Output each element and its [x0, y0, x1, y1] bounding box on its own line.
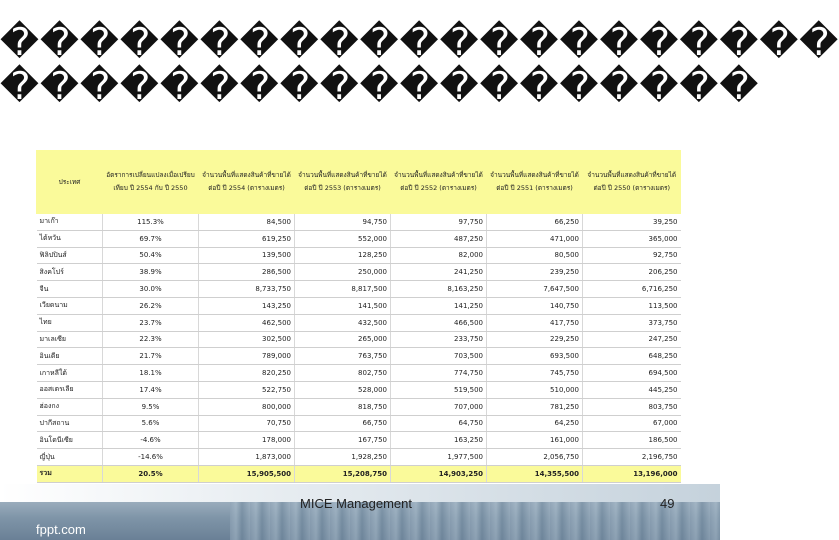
value-cell: 818,750	[295, 398, 391, 415]
country-cell: ฮ่องกง	[37, 398, 103, 415]
total-value-cell: 14,903,250	[391, 465, 487, 482]
table-row	[37, 449, 681, 466]
value-cell: 161,000	[487, 432, 583, 449]
header-country: ประเทศ	[37, 150, 103, 214]
value-cell: 703,500	[391, 348, 487, 365]
value-cell: 519,500	[391, 381, 487, 398]
value-cell: 69.7%	[103, 230, 199, 247]
total-value-cell: 14,355,500	[487, 465, 583, 482]
value-cell: -4.6%	[103, 432, 199, 449]
value-cell: 5.6%	[103, 415, 199, 432]
value-cell: 229,250	[487, 331, 583, 348]
value-cell: 619,250	[199, 230, 295, 247]
value-cell: 84,500	[199, 214, 295, 230]
value-cell: 803,750	[583, 398, 681, 415]
table-row	[37, 314, 681, 331]
value-cell: 6,716,250	[583, 281, 681, 298]
value-cell: 82,000	[391, 247, 487, 264]
table-row	[37, 281, 681, 298]
table-row	[37, 365, 681, 382]
value-cell: 80,500	[487, 247, 583, 264]
value-cell: 8,817,500	[295, 281, 391, 298]
country-cell: อินเดีย	[37, 348, 103, 365]
value-cell: 113,500	[583, 297, 681, 314]
value-cell: 26.2%	[103, 297, 199, 314]
country-cell: ฟิลิปปินส์	[37, 247, 103, 264]
value-cell: 18.1%	[103, 365, 199, 382]
exhibition-space-table	[36, 150, 681, 483]
table-row	[37, 381, 681, 398]
value-cell: 23.7%	[103, 314, 199, 331]
slide-title: ��������������������� �������������������	[0, 20, 839, 108]
value-cell: 66,750	[295, 415, 391, 432]
header-2554: จำนวนพื้นที่แสดงสินค้าที่ขายได้ต่อปี ปี 2554 (ตารางเมตร)	[199, 150, 295, 214]
value-cell: 167,750	[295, 432, 391, 449]
total-value-cell: 15,905,500	[199, 465, 295, 482]
value-cell: 94,750	[295, 214, 391, 230]
total-value-cell: 20.5%	[103, 465, 199, 482]
table-row	[37, 331, 681, 348]
table-row	[37, 297, 681, 314]
value-cell: 763,750	[295, 348, 391, 365]
header-2553: จำนวนพื้นที่แสดงสินค้าที่ขายได้ต่อปี ปี 2553 (ตารางเมตร)	[295, 150, 391, 214]
total-label-cell: รวม	[37, 465, 103, 482]
value-cell: 163,250	[391, 432, 487, 449]
value-cell: 800,000	[199, 398, 295, 415]
value-cell: 66,250	[487, 214, 583, 230]
data-table-container	[36, 150, 680, 478]
table-header-row	[37, 150, 681, 214]
value-cell: 38.9%	[103, 264, 199, 281]
total-value-cell: 13,196,000	[583, 465, 681, 482]
value-cell: 694,500	[583, 365, 681, 382]
table-row	[37, 264, 681, 281]
value-cell: 30.0%	[103, 281, 199, 298]
value-cell: 373,750	[583, 314, 681, 331]
table-row	[37, 230, 681, 247]
value-cell: 178,000	[199, 432, 295, 449]
header-change-rate: อัตราการเปลี่ยนแปลงเมื่อเปรียบเทียบ ปี 2554 กับ ปี 2550	[103, 150, 199, 214]
table-row	[37, 398, 681, 415]
table-total-row	[37, 465, 681, 482]
value-cell: 67,000	[583, 415, 681, 432]
value-cell: 2,196,750	[583, 449, 681, 466]
value-cell: 286,500	[199, 264, 295, 281]
value-cell: 128,250	[295, 247, 391, 264]
value-cell: -14.6%	[103, 449, 199, 466]
table-body	[37, 214, 681, 482]
value-cell: 774,750	[391, 365, 487, 382]
header-2550: จำนวนพื้นที่แสดงสินค้าที่ขายได้ต่อปี ปี 2550 (ตารางเมตร)	[583, 150, 681, 214]
country-cell: เกาหลีใต้	[37, 365, 103, 382]
table-row	[37, 415, 681, 432]
table-row	[37, 432, 681, 449]
value-cell: 140,750	[487, 297, 583, 314]
value-cell: 1,928,250	[295, 449, 391, 466]
table-row	[37, 348, 681, 365]
header-2552: จำนวนพื้นที่แสดงสินค้าที่ขายได้ต่อปี ปี 2552 (ตารางเมตร)	[391, 150, 487, 214]
value-cell: 781,250	[487, 398, 583, 415]
value-cell: 8,733,750	[199, 281, 295, 298]
value-cell: 487,250	[391, 230, 487, 247]
country-cell: ญี่ปุ่น	[37, 449, 103, 466]
value-cell: 247,250	[583, 331, 681, 348]
country-cell: มาเลเซีย	[37, 331, 103, 348]
value-cell: 707,000	[391, 398, 487, 415]
table-row	[37, 247, 681, 264]
country-cell: ปากีสถาน	[37, 415, 103, 432]
value-cell: 64,250	[487, 415, 583, 432]
value-cell: 7,647,500	[487, 281, 583, 298]
value-cell: 802,750	[295, 365, 391, 382]
country-cell: อินโดนีเซีย	[37, 432, 103, 449]
value-cell: 745,750	[487, 365, 583, 382]
value-cell: 141,500	[295, 297, 391, 314]
value-cell: 39,250	[583, 214, 681, 230]
value-cell: 143,250	[199, 297, 295, 314]
value-cell: 22.3%	[103, 331, 199, 348]
value-cell: 552,000	[295, 230, 391, 247]
total-value-cell: 15,208,750	[295, 465, 391, 482]
header-2551: จำนวนพื้นที่แสดงสินค้าที่ขายได้ต่อปี ปี 2551 (ตารางเมตร)	[487, 150, 583, 214]
table-row	[37, 214, 681, 230]
value-cell: 8,163,250	[391, 281, 487, 298]
value-cell: 417,750	[487, 314, 583, 331]
value-cell: 445,250	[583, 381, 681, 398]
value-cell: 250,000	[295, 264, 391, 281]
value-cell: 471,000	[487, 230, 583, 247]
country-cell: มาเก๊า	[37, 214, 103, 230]
value-cell: 21.7%	[103, 348, 199, 365]
country-cell: จีน	[37, 281, 103, 298]
value-cell: 241,250	[391, 264, 487, 281]
value-cell: 462,500	[199, 314, 295, 331]
country-cell: ไทย	[37, 314, 103, 331]
value-cell: 1,977,500	[391, 449, 487, 466]
value-cell: 789,000	[199, 348, 295, 365]
value-cell: 466,500	[391, 314, 487, 331]
value-cell: 139,500	[199, 247, 295, 264]
country-cell: เวียดนาม	[37, 297, 103, 314]
value-cell: 265,000	[295, 331, 391, 348]
value-cell: 50.4%	[103, 247, 199, 264]
value-cell: 2,056,750	[487, 449, 583, 466]
page-number: 49	[660, 496, 675, 511]
country-cell: ไต้หวัน	[37, 230, 103, 247]
value-cell: 528,000	[295, 381, 391, 398]
value-cell: 97,750	[391, 214, 487, 230]
country-cell: ออสเตรเลีย	[37, 381, 103, 398]
value-cell: 70,750	[199, 415, 295, 432]
value-cell: 9.5%	[103, 398, 199, 415]
value-cell: 141,250	[391, 297, 487, 314]
value-cell: 92,750	[583, 247, 681, 264]
watermark-text: fppt.com	[36, 522, 86, 537]
value-cell: 239,250	[487, 264, 583, 281]
footer-label: MICE Management	[300, 496, 412, 511]
footer-background	[0, 484, 720, 540]
value-cell: 648,250	[583, 348, 681, 365]
value-cell: 1,873,000	[199, 449, 295, 466]
value-cell: 522,750	[199, 381, 295, 398]
value-cell: 693,500	[487, 348, 583, 365]
value-cell: 365,000	[583, 230, 681, 247]
value-cell: 820,250	[199, 365, 295, 382]
value-cell: 64,750	[391, 415, 487, 432]
value-cell: 206,250	[583, 264, 681, 281]
value-cell: 186,500	[583, 432, 681, 449]
value-cell: 115.3%	[103, 214, 199, 230]
value-cell: 17.4%	[103, 381, 199, 398]
country-cell: สิงคโปร์	[37, 264, 103, 281]
value-cell: 510,000	[487, 381, 583, 398]
value-cell: 432,500	[295, 314, 391, 331]
value-cell: 233,750	[391, 331, 487, 348]
value-cell: 302,500	[199, 331, 295, 348]
